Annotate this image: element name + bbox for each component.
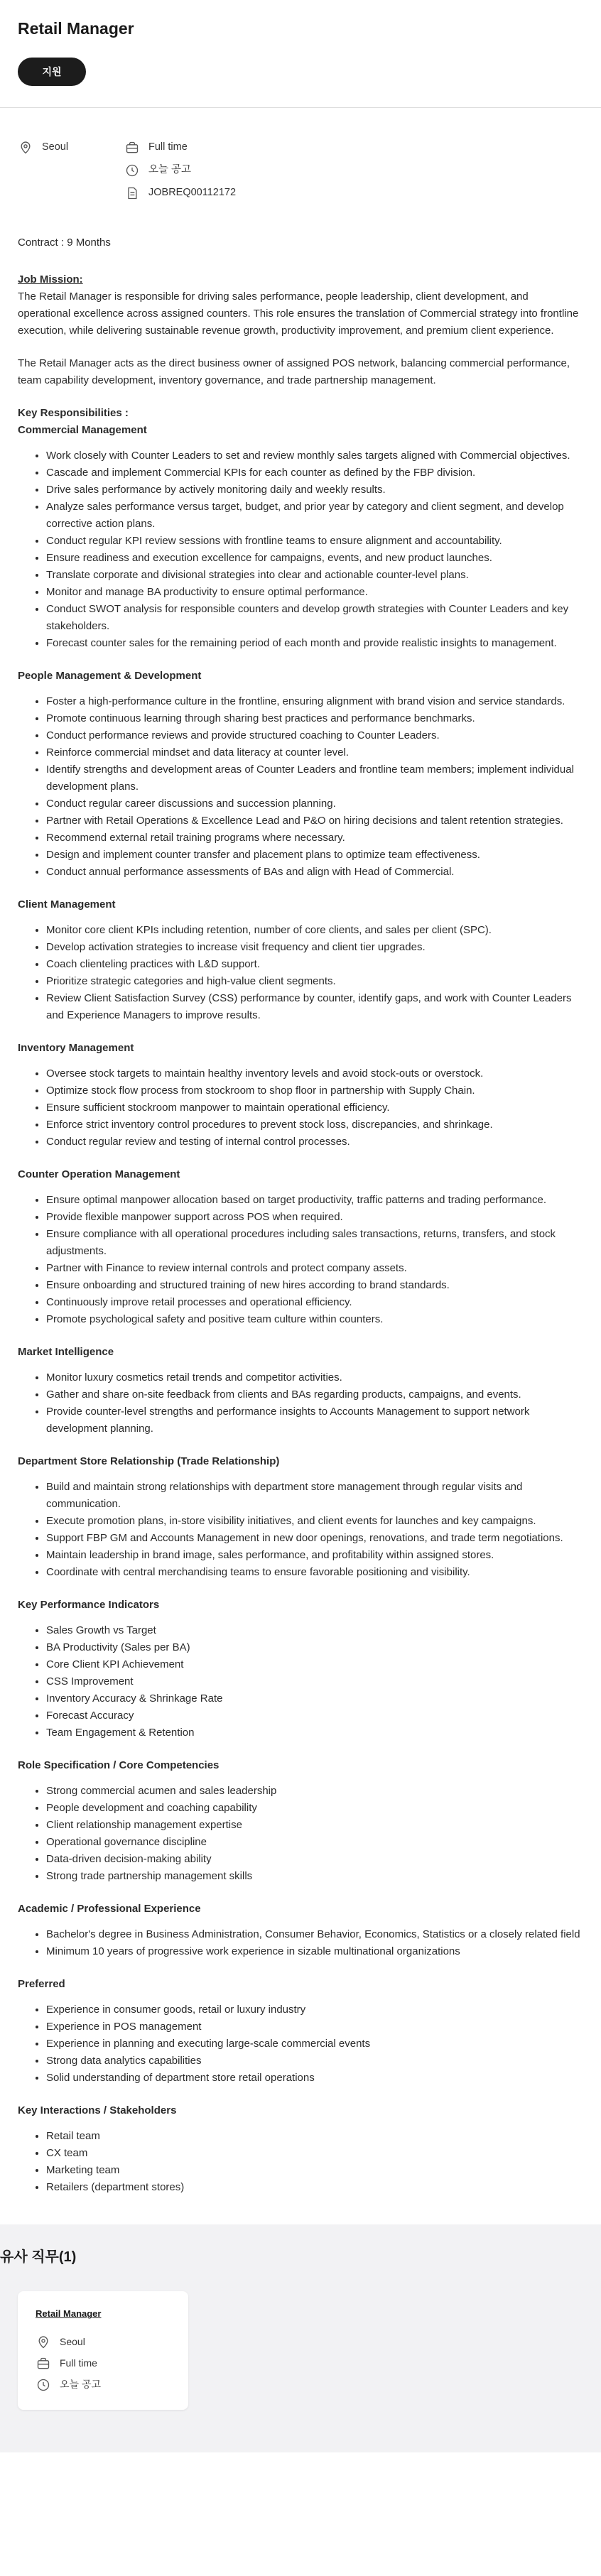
clock-icon <box>124 163 140 178</box>
section-bullet-list <box>18 447 583 652</box>
apply-button[interactable]: 지원 <box>18 58 86 86</box>
list-item: • Experience in planning and executing large-scale commercial events <box>46 2036 583 2053</box>
section-bullet-list <box>18 1065 583 1151</box>
list-item: • Experience in consumer goods, retail or luxury industry <box>46 2001 583 2018</box>
section-heading: Key Interactions / Stakeholders <box>18 2104 177 2116</box>
list-item: • Monitor core client KPIs including retention, number of core clients, and sales per client (SPC). <box>46 922 583 939</box>
list-item: • Design and implement counter transfer and placement plans to optimize team effectiveness. <box>46 847 583 864</box>
list-item: • Ensure readiness and execution excellence for campaigns, events, and new product launches. <box>46 550 583 567</box>
section-bullet-list <box>18 2001 583 2087</box>
list-item: • Team Engagement & Retention <box>46 1724 583 1741</box>
list-item: • Strong data analytics capabilities <box>46 2053 583 2070</box>
section-heading: Market Intelligence <box>18 1345 114 1358</box>
list-item: • Provide counter-level strengths and performance insights to Accounts Management to support network development planning. <box>46 1403 583 1438</box>
similar-job-card[interactable] <box>18 2291 188 2410</box>
section-heading: Department Store Relationship (Trade Relationship) <box>18 1455 280 1467</box>
job-id-row <box>124 182 236 205</box>
list-item: • Provide flexible manpower support across POS when required. <box>46 1209 583 1226</box>
list-item: • Reinforce commercial mindset and data literacy at counter level. <box>46 744 583 761</box>
section-bullet-list <box>18 1192 583 1328</box>
list-item: • Operational governance discipline <box>46 1834 583 1851</box>
card-location-text: Seoul <box>60 2336 85 2348</box>
list-item: • Forecast Accuracy <box>46 1707 583 1724</box>
section-bullet-list <box>18 1783 583 1885</box>
document-icon <box>124 185 140 201</box>
list-item: • Minimum 10 years of progressive work experience in sizable multinational organizations <box>46 1943 583 1960</box>
list-item: • Promote continuous learning through sharing best practices and performance benchmarks. <box>46 710 583 727</box>
meta-left-column <box>18 136 124 205</box>
briefcase-icon <box>36 2356 51 2371</box>
card-posted-row <box>36 2374 170 2396</box>
list-item: • Recommend external retail training programs where necessary. <box>46 830 583 847</box>
list-item: • Monitor luxury cosmetics retail trends and competitor activities. <box>46 1369 583 1386</box>
card-location-row <box>36 2332 170 2353</box>
list-item: • Ensure compliance with all operational procedures including sales transactions, returns, transfers, and stock adjustments. <box>46 1226 583 1260</box>
list-item: • Maintain leadership in brand image, sales performance, and profitability within assigned stores. <box>46 1547 583 1564</box>
contract-text: Contract : 9 Months <box>18 236 111 249</box>
list-item: • Promote psychological safety and positive team culture within counters. <box>46 1311 583 1328</box>
list-item: • Cascade and implement Commercial KPIs for each counter as defined by the FBP division. <box>46 464 583 482</box>
list-item: • Forecast counter sales for the remaining period of each month and provide realistic insights to management. <box>46 635 583 652</box>
section-heading: Preferred <box>18 1977 65 1990</box>
section-bullet-list <box>18 1369 583 1438</box>
list-item: • Prioritize strategic categories and high-value client segments. <box>46 973 583 990</box>
section-heading: People Management & Development <box>18 669 202 682</box>
job-mission-heading: Job Mission: <box>18 273 83 286</box>
list-item: • Coordinate with central merchandising teams to ensure favorable positioning and visibility. <box>46 1564 583 1581</box>
list-item: • Ensure optimal manpower allocation based on target productivity, traffic patterns and trading performance. <box>46 1192 583 1209</box>
section-heading: Key Performance Indicators <box>18 1598 160 1611</box>
briefcase-icon <box>124 140 140 156</box>
list-item: • Ensure onboarding and structured training of new hires according to brand standards. <box>46 1277 583 1294</box>
employment-type-row <box>124 136 236 159</box>
list-item: • BA Productivity (Sales per BA) <box>46 1639 583 1656</box>
section-heading: Client Management <box>18 898 116 911</box>
list-item: • Develop activation strategies to increase visit frequency and client tier upgrades. <box>46 939 583 956</box>
job-header <box>0 0 601 107</box>
list-item: • Solid understanding of department store retail operations <box>46 2070 583 2087</box>
list-item: • Conduct regular KPI review sessions with frontline teams to ensure alignment and accountability. <box>46 533 583 550</box>
list-item: • Execute promotion plans, in-store visibility initiatives, and client events for launches and key campaigns. <box>46 1513 583 1530</box>
key-responsibilities-heading: Key Responsibilities : <box>18 406 129 419</box>
list-item: • Analyze sales performance versus target, budget, and prior year by category and client segment, and develop corrective action plans. <box>46 499 583 533</box>
location-pin-icon <box>36 2335 51 2350</box>
list-item: • Conduct SWOT analysis for responsible counters and develop growth strategies with Counter Leaders and key stakeholders. <box>46 601 583 635</box>
list-item: • Strong trade partnership management skills <box>46 1868 583 1885</box>
posted-row <box>124 159 236 182</box>
employment-type-text: Full time <box>148 141 188 153</box>
section-bullet-list <box>18 1926 583 1960</box>
list-item: • Translate corporate and divisional strategies into clear and actionable counter-level plans. <box>46 567 583 584</box>
list-item: • Strong commercial acumen and sales leadership <box>46 1783 583 1800</box>
section-bullet-list <box>18 922 583 1024</box>
list-item: • Support FBP GM and Accounts Management in new door openings, renovations, and trade term negotiations. <box>46 1530 583 1547</box>
similar-jobs-section <box>0 2224 601 2452</box>
list-item: • CSS Improvement <box>46 1673 583 1690</box>
list-item: • Client relationship management expertise <box>46 1817 583 1834</box>
location-text: Seoul <box>42 141 69 153</box>
location-row <box>18 136 124 159</box>
list-item: • Foster a high-performance culture in the frontline, ensuring alignment with brand vision and service standards. <box>46 693 583 710</box>
list-item: • Retailers (department stores) <box>46 2179 583 2196</box>
job-meta <box>0 108 601 205</box>
list-item: • Enforce strict inventory control procedures to prevent stock loss, discrepancies, and shrinkage. <box>46 1116 583 1134</box>
location-pin-icon <box>18 140 33 156</box>
list-item: • Monitor and manage BA productivity to ensure optimal performance. <box>46 584 583 601</box>
clock-icon <box>36 2377 51 2393</box>
section-bullet-list <box>18 1479 583 1581</box>
list-item: • Review Client Satisfaction Survey (CSS) performance by counter, identify gaps, and work with Counter Leaders and Experience Managers to improve results. <box>46 990 583 1024</box>
section-bullet-list <box>18 2128 583 2196</box>
section-bullet-list <box>18 693 583 881</box>
mission-paragraph: The Retail Manager is responsible for driving sales performance, people leadership, client development, and operational excellence across assigned counters. This role ensures the translation of Commercial strategy into frontline execution, while delivering sustainable revenue growth, productivity improvement, and premium client experience. <box>18 290 579 337</box>
list-item: • Continuously improve retail processes and operational efficiency. <box>46 1294 583 1311</box>
section-heading: Commercial Management <box>18 423 147 436</box>
card-employment-text: Full time <box>60 2357 97 2369</box>
list-item: • Conduct regular career discussions and succession planning. <box>46 795 583 813</box>
list-item: • People development and coaching capability <box>46 1800 583 1817</box>
list-item: • Partner with Retail Operations & Excellence Lead and P&O on hiring decisions and talent retention strategies. <box>46 813 583 830</box>
similar-job-title-link[interactable]: Retail Manager <box>36 2308 102 2319</box>
list-item: • Optimize stock flow process from stockroom to shop floor in partnership with Supply Chain. <box>46 1082 583 1099</box>
page-title: Retail Manager <box>18 19 134 38</box>
job-description <box>0 205 601 2224</box>
posted-text: 오늘 공고 <box>148 164 192 176</box>
meta-right-column <box>124 136 236 205</box>
mission-paragraph-2: The Retail Manager acts as the direct business owner of assigned POS network, balancing commercial performance, team capability development, inventory governance, and trade partnership management. <box>18 357 570 386</box>
list-item: • Retail team <box>46 2128 583 2145</box>
similar-jobs-heading: 유사 직무(1) <box>0 2249 77 2265</box>
card-posted-text: 오늘 공고 <box>60 2379 101 2391</box>
list-item: • Conduct performance reviews and provide structured coaching to Counter Leaders. <box>46 727 583 744</box>
list-item: • Partner with Finance to review internal controls and protect company assets. <box>46 1260 583 1277</box>
responsibility-sections <box>18 422 583 2196</box>
list-item: • Conduct regular review and testing of internal control processes. <box>46 1134 583 1151</box>
list-item: • CX team <box>46 2145 583 2162</box>
list-item: • Drive sales performance by actively monitoring daily and weekly results. <box>46 482 583 499</box>
list-item: • Data-driven decision-making ability <box>46 1851 583 1868</box>
section-heading: Academic / Professional Experience <box>18 1902 201 1915</box>
list-item: • Bachelor's degree in Business Administration, Consumer Behavior, Economics, Statistics or a closely related field <box>46 1926 583 1943</box>
list-item: • Gather and share on-site feedback from clients and BAs regarding products, campaigns, and events. <box>46 1386 583 1403</box>
section-heading: Inventory Management <box>18 1041 134 1054</box>
list-item: • Marketing team <box>46 2162 583 2179</box>
list-item: • Identify strengths and development areas of Counter Leaders and frontline team members; implement individual development plans. <box>46 761 583 795</box>
section-bullet-list <box>18 1622 583 1741</box>
list-item: • Experience in POS management <box>46 2018 583 2036</box>
list-item: • Core Client KPI Achievement <box>46 1656 583 1673</box>
list-item: • Oversee stock targets to maintain healthy inventory levels and avoid stock-outs or overstock. <box>46 1065 583 1082</box>
list-item: • Sales Growth vs Target <box>46 1622 583 1639</box>
list-item: • Conduct annual performance assessments of BAs and align with Head of Commercial. <box>46 864 583 881</box>
section-heading: Role Specification / Core Competencies <box>18 1759 220 1771</box>
job-id-text: JOBREQ00112172 <box>148 187 237 199</box>
section-heading: Counter Operation Management <box>18 1168 180 1180</box>
list-item: • Work closely with Counter Leaders to set and review monthly sales targets aligned with Commercial objectives. <box>46 447 583 464</box>
list-item: • Inventory Accuracy & Shrinkage Rate <box>46 1690 583 1707</box>
list-item: • Coach clienteling practices with L&D support. <box>46 956 583 973</box>
list-item: • Ensure sufficient stockroom manpower to maintain operational efficiency. <box>46 1099 583 1116</box>
list-item: • Build and maintain strong relationships with department store management through regular visits and communication. <box>46 1479 583 1513</box>
card-employment-row <box>36 2353 170 2374</box>
